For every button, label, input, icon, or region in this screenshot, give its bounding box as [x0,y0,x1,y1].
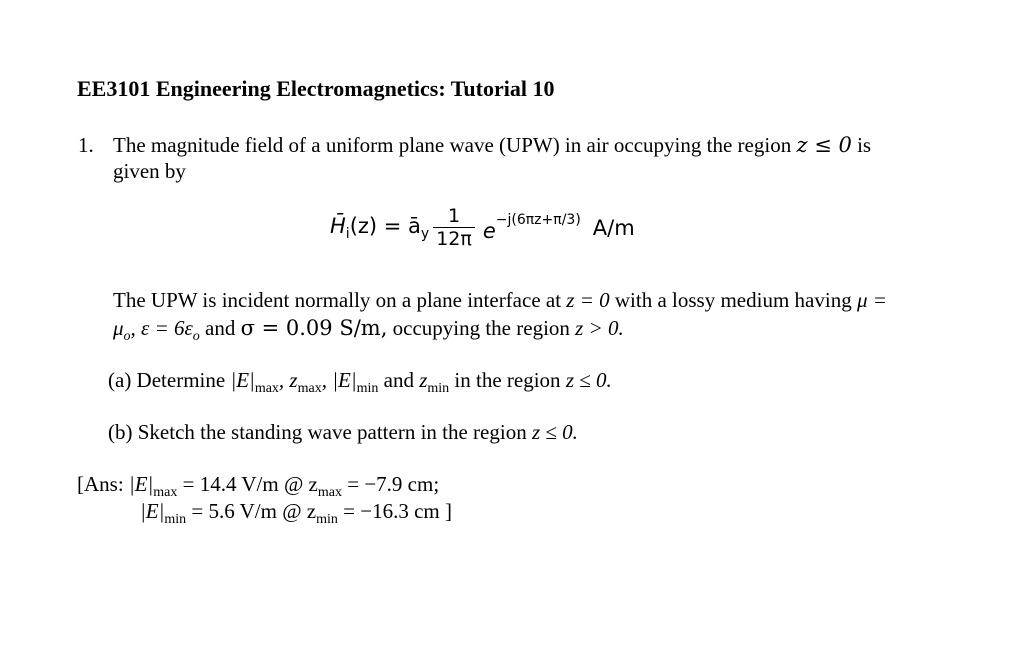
part-a-emin: , |E| [321,368,357,392]
part-b-text: (b) Sketch the standing wave pattern in the region [108,420,527,444]
part-a-label: (a) Determine [108,368,226,392]
answer-line1 [77,472,439,501]
part-b-region-math: z ≤ 0. [531,420,578,444]
question-number: 1. [78,133,94,157]
answer-zmin-sub: min [316,512,338,527]
para2-mu-sub: o [123,329,131,344]
paragraph-line1 [113,288,887,313]
para2-eps-sub: o [192,329,200,344]
part-b [108,420,578,445]
eq-arg: (z) = ā [349,213,421,238]
eq-exp-base: e [482,219,496,243]
eq-lhs [330,214,429,242]
part-a-and: and [383,368,414,392]
eq-frac-den: 12π [436,228,472,250]
para2-sigma: σ = 0.09 S/m, [240,316,388,340]
intro-text-c: is [857,133,872,157]
eq-fraction [433,205,475,250]
para2-eps: , ε = 6ε [130,316,193,340]
eq-exp-power: −j(6πz+π/3) [495,212,581,228]
part-a-emin-sub: min [356,381,379,396]
answer-zmax-sub: max [317,485,342,500]
part-a-emax: |E| [230,368,255,392]
intro-text-a: The magnitude field of a uniform plane wave (UPW) in air occupying the region [113,133,792,157]
eq-h-sub: i [345,225,350,242]
part-a [108,368,612,397]
eq-h-symbol: H̄ [330,213,346,238]
answer-emax: |E| [128,472,154,496]
answer-emax-value: = 14.4 V/m @ z [182,472,318,496]
part-a-region-text: in the region [454,368,561,392]
para1-text-a: The UPW is incident normally on a plane interface at [113,288,562,312]
eq-ay-sub: y [420,225,430,242]
answer-emin-value: = 5.6 V/m @ z [191,499,317,523]
para2-mu: μ [113,316,124,340]
paragraph-line2 [113,316,624,345]
answer-emax-sub: max [153,485,178,500]
answer-line2 [140,499,452,528]
intro-math-region [796,133,851,157]
question-intro-line2: given by [113,159,186,183]
magnetic-field-equation [330,205,635,250]
part-a-zmax: , z [278,368,298,392]
para1-math-mu: μ = [856,288,887,312]
part-a-zmax-sub: max [297,381,322,396]
part-a-emax-sub: max [254,381,279,396]
eq-unit: A/m [592,215,635,240]
intro-region-expr: z ≤ 0 [796,133,852,157]
eq-exponential [483,212,581,243]
part-a-zmin-sub: min [427,381,450,396]
answer-emin-sub: min [164,512,187,527]
para2-and: and [205,316,236,340]
para2-text-e: occupying the region [392,316,570,340]
eq-frac-num: 1 [447,205,461,227]
para2-math-z: z > 0. [575,316,624,340]
answer-label: [Ans: [77,472,124,496]
para1-text-c: with a lossy medium having [614,288,852,312]
question-intro-line1 [113,133,871,158]
part-a-zmin: z [419,368,428,392]
answer-emin: |E| [140,499,165,523]
answer-zmax-value: = −7.9 cm; [347,472,440,496]
para1-math-z0: z = 0 [566,288,610,312]
part-a-region-math: z ≤ 0. [565,368,612,392]
answer-zmin-value: = −16.3 cm ] [343,499,452,523]
page-title: EE3101 Engineering Electromagnetics: Tutorial 10 [77,76,555,101]
